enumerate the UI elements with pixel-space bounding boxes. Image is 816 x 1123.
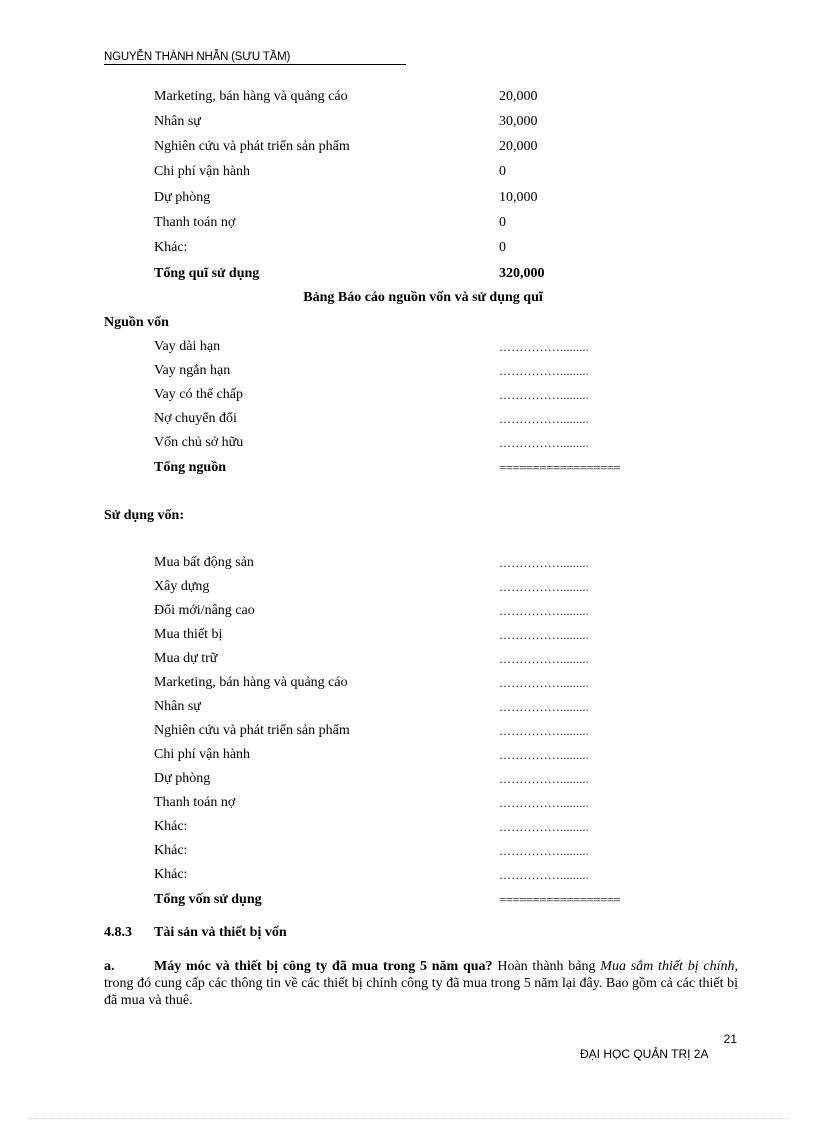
placeholder-dots: ……………......... — [499, 724, 589, 738]
use-label: Đổi mới/nâng cao — [154, 603, 255, 618]
source-label: Nợ chuyển đổi — [154, 411, 237, 426]
report-title: Bảng Báo cáo nguồn vốn và sử dụng quĩ — [303, 290, 543, 305]
source-label: Vay có thế chấp — [154, 387, 244, 402]
footer-label: ĐẠI HỌC QUẢN TRỊ 2A — [580, 1047, 709, 1061]
list-item — [154, 410, 674, 428]
use-label: Thanh toán nợ — [154, 795, 236, 810]
placeholder-dots: ……………......... — [499, 676, 589, 690]
paragraph-text-1: Hoàn thành bảng — [492, 959, 601, 974]
table-row — [154, 214, 674, 232]
paragraph-a — [104, 958, 738, 1009]
section-number: 4.8.3 — [104, 925, 132, 940]
use-label: Khác: — [154, 843, 188, 858]
page-header-author: NGUYỄN THÀNH NHẪN (SƯU TẦM) — [104, 51, 406, 65]
uses-heading: Sử dụng vốn: — [104, 508, 184, 523]
placeholder-dots: ……………......... — [499, 604, 589, 618]
sources-heading: Nguồn vốn — [104, 315, 169, 330]
row-value: 0 — [499, 164, 506, 179]
total-value: 320,000 — [499, 266, 545, 281]
paragraph-index: a. — [104, 959, 115, 974]
placeholder-dots: ……………......... — [499, 412, 589, 426]
row-label: Nhân sự — [154, 114, 201, 129]
placeholder-dots: ……………......... — [499, 700, 589, 714]
row-label: Dự phòng — [154, 190, 211, 205]
list-item — [154, 626, 674, 644]
source-label: Vay dài hạn — [154, 339, 221, 354]
section-title: Tài sản và thiết bị vốn — [154, 925, 287, 940]
page-bottom-divider — [28, 1118, 788, 1119]
placeholder-dots: ……………......... — [499, 340, 589, 354]
row-value: 10,000 — [499, 190, 538, 205]
placeholder-dots: ……………......... — [499, 772, 589, 786]
list-item — [154, 554, 674, 572]
use-label: Nghiên cứu và phát triển sản phẩm — [154, 723, 350, 738]
list-item — [154, 674, 674, 692]
placeholder-dots: ……………......... — [499, 364, 589, 378]
total-line: ================== — [499, 892, 621, 907]
row-label: Nghiên cứu và phát triển sản phẩm — [154, 139, 350, 154]
placeholder-dots: ……………......... — [499, 388, 589, 402]
sources-total-row — [154, 459, 674, 477]
row-label: Chi phí vận hành — [154, 164, 251, 179]
table-row — [154, 189, 674, 207]
list-item — [154, 794, 674, 812]
use-label: Khác: — [154, 819, 188, 834]
total-label: Tổng nguồn — [154, 460, 226, 475]
total-line: ================== — [499, 460, 621, 475]
list-item — [154, 866, 674, 884]
source-label: Vay ngắn hạn — [154, 363, 231, 378]
list-item — [154, 434, 674, 452]
list-item — [154, 650, 674, 668]
placeholder-dots: ……………......... — [499, 652, 589, 666]
use-label: Mua bất động sản — [154, 555, 254, 570]
paragraph-text-2: , trong đó cung cấp các thông tin về các thiết bị chính công ty đã mua trong 5 năm lại đây. Bao gồm cả các thiết bị đã mua và thuê. — [104, 959, 738, 1008]
list-item — [154, 338, 674, 356]
row-value: 20,000 — [499, 139, 538, 154]
page-number: 21 — [723, 1032, 737, 1046]
use-label: Nhân sự — [154, 699, 201, 714]
row-value: 0 — [499, 240, 506, 255]
table-row — [154, 113, 674, 131]
list-item — [154, 362, 674, 380]
use-label: Mua thiết bị — [154, 627, 223, 642]
placeholder-dots: ……………......... — [499, 436, 589, 450]
source-label: Vốn chủ sở hữu — [154, 435, 244, 450]
placeholder-dots: ……………......... — [499, 580, 589, 594]
row-value: 0 — [499, 215, 506, 230]
placeholder-dots: ……………......... — [499, 748, 589, 762]
use-label: Mua dự trữ — [154, 651, 218, 666]
row-label: Khác: — [154, 240, 188, 255]
list-item — [154, 386, 674, 404]
table-row — [154, 239, 674, 257]
list-item — [154, 578, 674, 596]
table-total-row — [154, 265, 674, 283]
placeholder-dots: ……………......... — [499, 844, 589, 858]
table-row — [154, 88, 674, 106]
row-label: Marketing, bán hàng và quảng cáo — [154, 89, 348, 104]
use-label: Xây dựng — [154, 579, 210, 594]
total-label: Tổng vốn sử dụng — [154, 892, 262, 907]
table-row — [154, 138, 674, 156]
paragraph-italic-ref: Mua sắm thiết bị chính — [600, 959, 735, 974]
uses-total-row — [154, 891, 674, 909]
placeholder-dots: ……………......... — [499, 556, 589, 570]
paragraph-question: Máy móc và thiết bị công ty đã mua trong 5 năm qua? — [154, 959, 493, 974]
use-label: Khác: — [154, 867, 188, 882]
placeholder-dots: ……………......... — [499, 868, 589, 882]
use-label: Marketing, bán hàng và quảng cáo — [154, 675, 348, 690]
use-label: Chi phí vận hành — [154, 747, 251, 762]
list-item — [154, 842, 674, 860]
list-item — [154, 722, 674, 740]
list-item — [154, 746, 674, 764]
total-label: Tổng quĩ sử dụng — [154, 266, 260, 281]
placeholder-dots: ……………......... — [499, 628, 589, 642]
list-item — [154, 770, 674, 788]
placeholder-dots: ……………......... — [499, 820, 589, 834]
row-value: 20,000 — [499, 89, 538, 104]
table-row — [154, 163, 674, 181]
list-item — [154, 818, 674, 836]
list-item — [154, 602, 674, 620]
row-value: 30,000 — [499, 114, 538, 129]
use-label: Dự phòng — [154, 771, 211, 786]
row-label: Thanh toán nợ — [154, 215, 236, 230]
placeholder-dots: ……………......... — [499, 796, 589, 810]
list-item — [154, 698, 674, 716]
